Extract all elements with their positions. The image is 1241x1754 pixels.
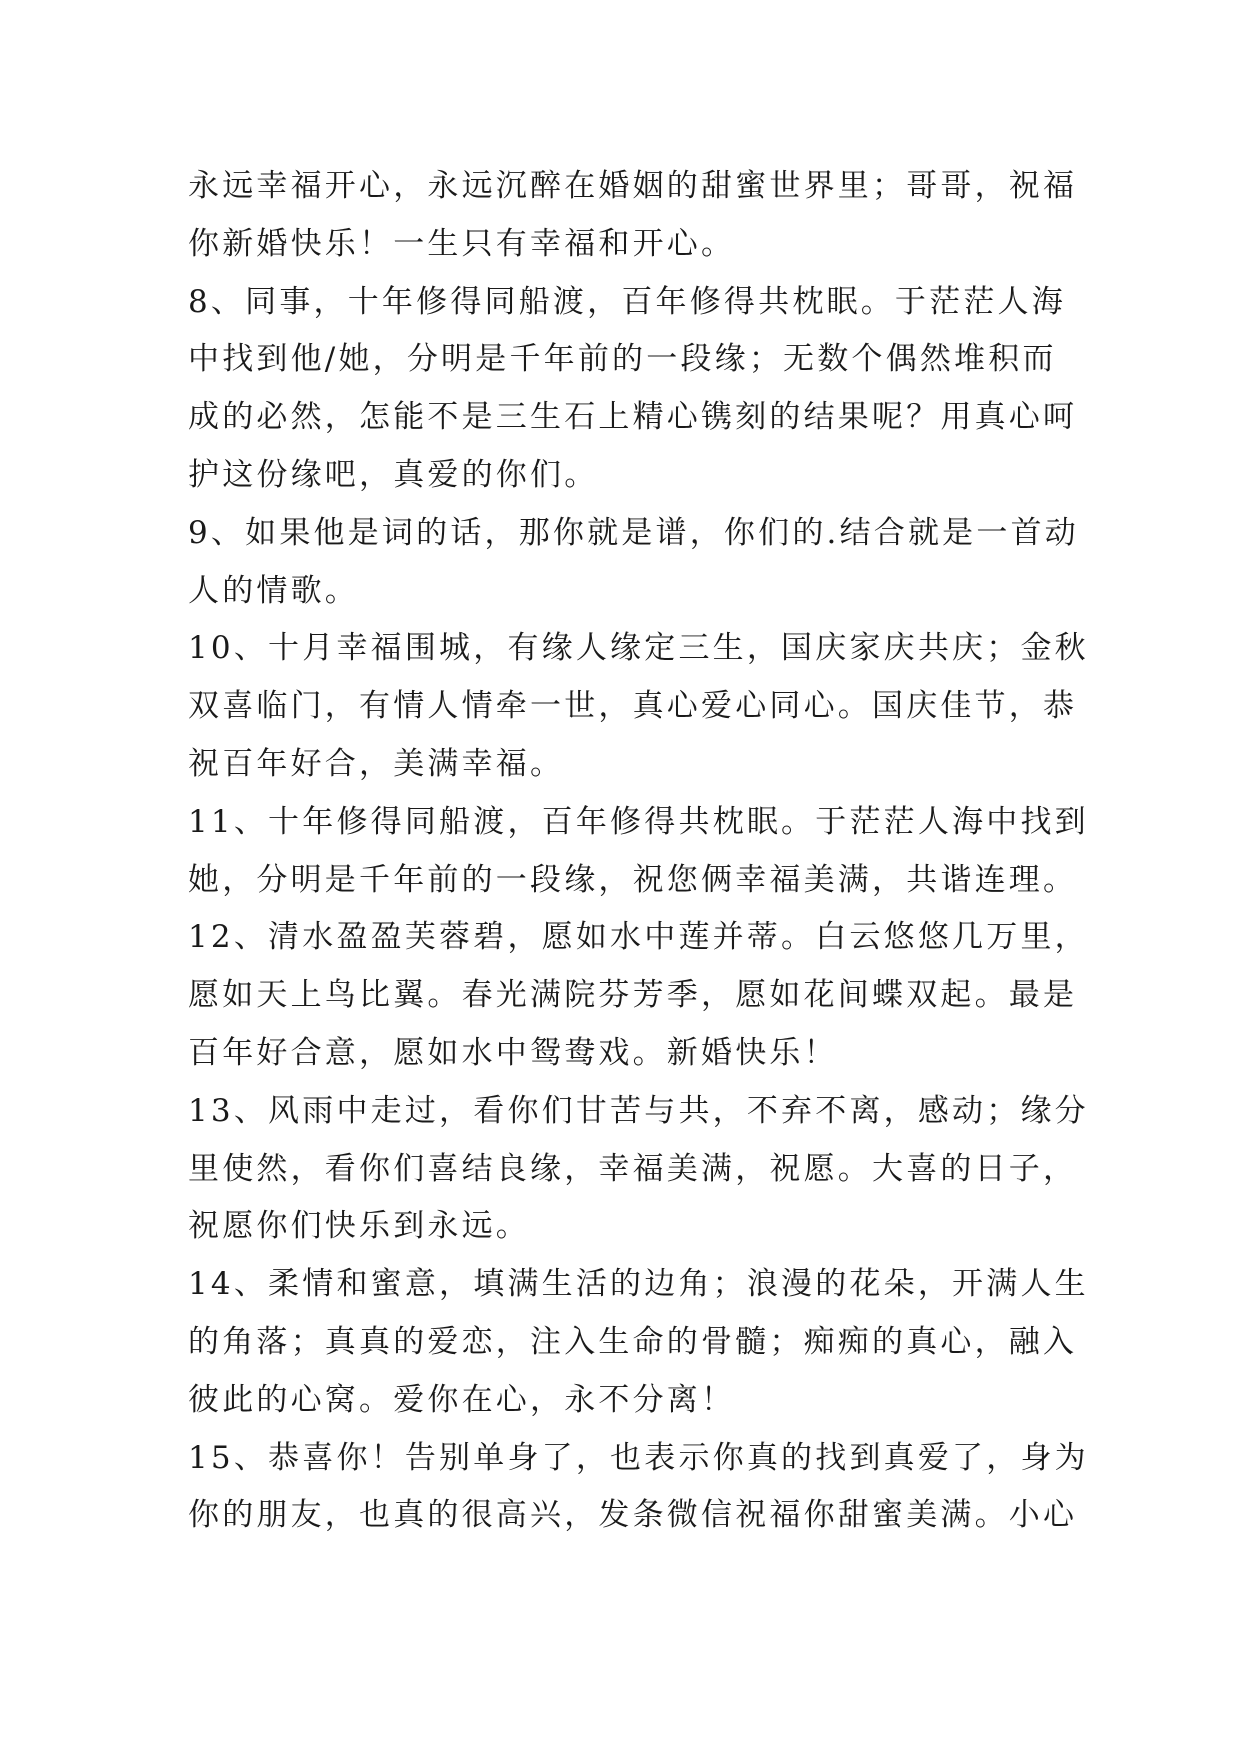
text-line-18: 里使然，看你们喜结良缘，幸福美满，祝愿。大喜的日子， [188, 1150, 1078, 1187]
text-line-17: 13、风雨中走过，看你们甘苦与共，不弃不离，感动；缘分 [188, 1092, 1089, 1129]
text-line-11: 祝百年好合，美满幸福。 [188, 745, 565, 782]
text-line-14: 12、清水盈盈芙蓉碧，愿如水中莲并蒂。白云悠悠几万里， [188, 919, 1089, 956]
text-line-6: 护这份缘吧，真爱的你们。 [188, 456, 599, 493]
text-line-16: 百年好合意，愿如水中鸳鸯戏。新婚快乐！ [188, 1034, 838, 1071]
text-line-3: 8、同事，十年修得同船渡，百年修得共枕眠。于茫茫人海 [188, 283, 1066, 320]
text-line-4: 中找到他/她，分明是千年前的一段缘；无数个偶然堆积而 [188, 341, 1057, 378]
text-line-9: 10、十月幸福围城，有缘人缘定三生，国庆家庆共庆；金秋 [188, 630, 1089, 667]
text-line-7: 9、如果他是词的话，那你就是谱，你们的.结合就是一首动 [188, 514, 1079, 551]
text-line-1: 永远幸福开心，永远沉醉在婚姻的甜蜜世界里；哥哥，祝福 [188, 168, 1078, 204]
text-line-21: 的角落；真真的爱恋，注入生命的骨髓；痴痴的真心，融入 [188, 1323, 1078, 1360]
document-body [188, 158, 1089, 1545]
text-line-15: 愿如天上鸟比翼。春光满院芬芳季，愿如花间蝶双起。最是 [188, 977, 1078, 1014]
text-line-8: 人的情歌。 [188, 572, 359, 609]
text-line-10: 双喜临门，有情人情牵一世，真心爱心同心。国庆佳节，恭 [188, 688, 1078, 725]
text-line-19: 祝愿你们快乐到永远。 [188, 1208, 530, 1245]
text-line-24: 你的朋友，也真的很高兴，发条微信祝福你甜蜜美满。小心 [188, 1497, 1078, 1534]
text-line-2: 你新婚快乐！一生只有幸福和开心。 [188, 225, 736, 262]
text-line-22: 彼此的心窝。爱你在心，永不分离！ [188, 1381, 736, 1418]
text-line-23: 15、恭喜你！告别单身了，也表示你真的找到真爱了，身为 [188, 1439, 1089, 1476]
text-line-12: 11、十年修得同船渡，百年修得共枕眠。于茫茫人海中找到 [188, 803, 1089, 840]
text-line-13: 她，分明是千年前的一段缘，祝您俩幸福美满，共谐连理。 [188, 861, 1078, 898]
text-line-20: 14、柔情和蜜意，填满生活的边角；浪漫的花朵，开满人生 [188, 1266, 1089, 1303]
text-line-5: 成的必然，怎能不是三生石上精心镌刻的结果呢？用真心呵 [188, 399, 1078, 436]
